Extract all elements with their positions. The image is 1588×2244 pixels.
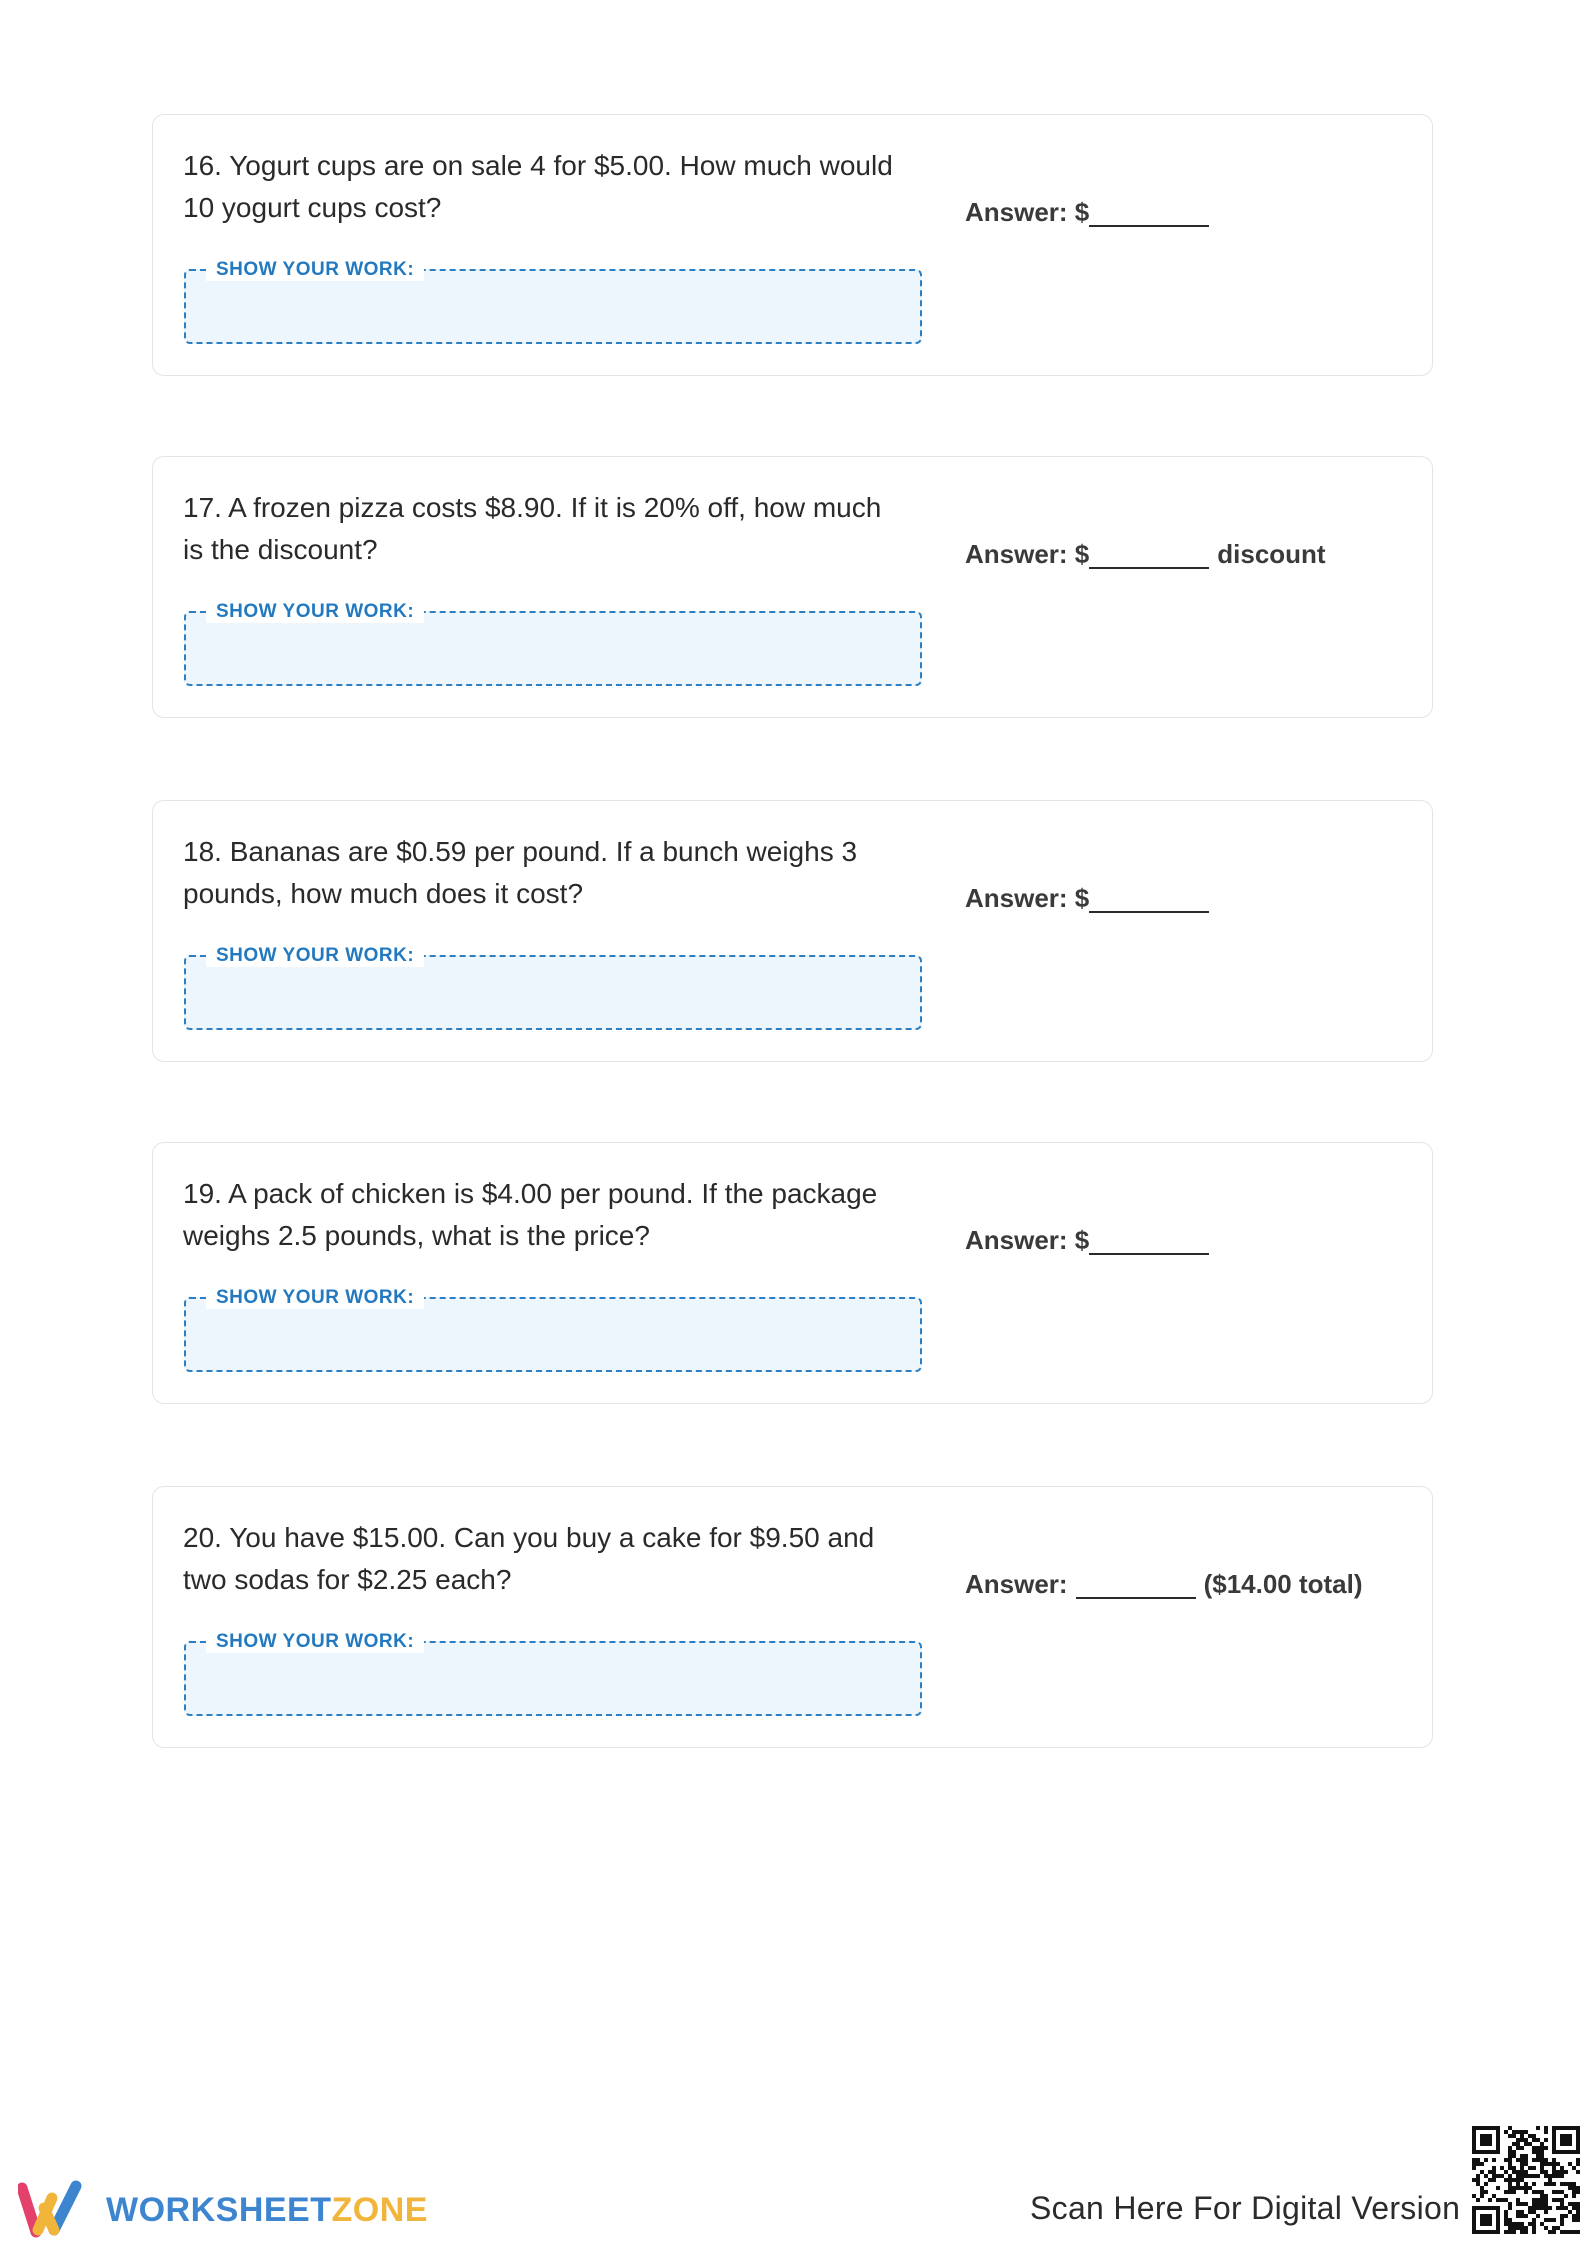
answer-row [965,1557,1363,1599]
answer-label: Answer: [965,1569,1068,1599]
question-text: 17. A frozen pizza costs $8.90. If it is 20% off, how much is the discount? [183,492,882,565]
answer-row [965,871,1209,913]
answer-row [965,527,1326,569]
question-text: 18. Bananas are $0.59 per pound. If a bunch weighs 3 pounds, how much does it cost? [183,836,858,909]
question-text: 16. Yogurt cups are on sale 4 for $5.00. How much would 10 yogurt cups cost? [183,150,893,223]
question-text: 19. A pack of chicken is $4.00 per pound. If the package weighs 2.5 pounds, what is the price? [183,1178,878,1251]
answer-label: Answer: $ [965,197,1090,227]
qr-code-icon[interactable] [1472,2126,1580,2234]
answer-row [965,185,1209,227]
scan-here-text: Scan Here For Digital Version [1030,2190,1461,2226]
answer-blank[interactable] [1089,195,1209,227]
show-work-area[interactable] [184,945,922,1030]
answer-label: Answer: $ [965,539,1090,569]
show-work-label: SHOW YOUR WORK: [206,1631,424,1653]
show-work-area[interactable] [184,601,922,686]
question-card-16 [152,114,1433,376]
question-text: 20. You have $15.00. Can you buy a cake for $9.50 and two sodas for $2.25 each? [183,1522,875,1595]
show-work-label: SHOW YOUR WORK: [206,259,424,281]
show-work-label: SHOW YOUR WORK: [206,1287,424,1309]
answer-blank[interactable] [1089,537,1209,569]
question-card-17 [152,456,1433,718]
answer-label: Answer: $ [965,1225,1090,1255]
worksheetzone-logo-icon [18,2180,94,2240]
answer-suffix: discount [1217,539,1326,569]
worksheetzone-logo[interactable] [18,2180,428,2240]
answer-blank[interactable] [1089,881,1209,913]
answer-label: Answer: $ [965,883,1090,913]
show-work-area[interactable] [184,1287,922,1372]
show-work-label: SHOW YOUR WORK: [206,945,424,967]
answer-blank[interactable] [1076,1567,1196,1599]
question-card-20 [152,1486,1433,1748]
answer-blank[interactable] [1089,1223,1209,1255]
logo-text-part2: ZONE [331,2190,428,2229]
show-work-label: SHOW YOUR WORK: [206,601,424,623]
logo-text-part1: WORKSHEET [106,2190,332,2229]
answer-row [965,1213,1209,1255]
question-card-19 [152,1142,1433,1404]
question-card-18 [152,800,1433,1062]
show-work-area[interactable] [184,259,922,344]
show-work-area[interactable] [184,1631,922,1716]
logo-text [106,2191,428,2230]
answer-suffix: ($14.00 total) [1203,1569,1363,1599]
